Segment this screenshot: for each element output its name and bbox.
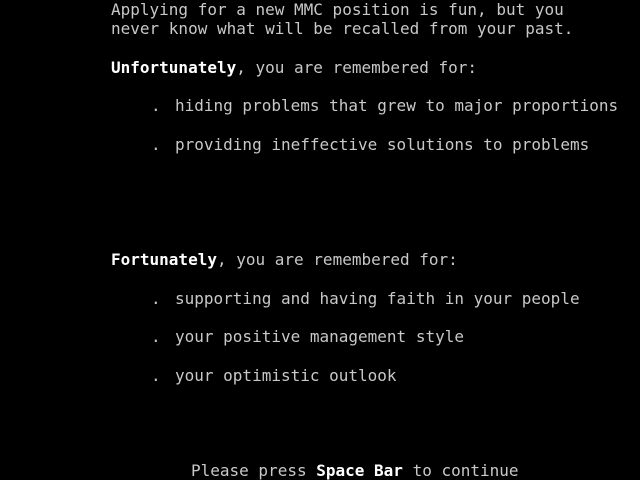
bullet-icon: . bbox=[151, 135, 161, 154]
continue-prompt-before: Please press bbox=[191, 461, 317, 480]
positive-heading-emphasis: Fortunately bbox=[111, 250, 217, 269]
negative-item-text: providing ineffective solutions to problems bbox=[175, 135, 590, 154]
negative-heading bbox=[111, 58, 477, 78]
positive-item-text: your positive management style bbox=[175, 327, 464, 346]
negative-heading-emphasis: Unfortunately bbox=[111, 58, 237, 77]
negative-item-text: hiding problems that grew to major proportions bbox=[175, 96, 619, 115]
intro-line-1: Applying for a new MMC position is fun, but you bbox=[111, 0, 564, 19]
space-bar-key: Space Bar bbox=[316, 461, 403, 480]
intro-line-2: never know what will be recalled from your past. bbox=[111, 19, 574, 38]
bullet-icon: . bbox=[151, 366, 161, 385]
negative-heading-rest: , you are remembered for: bbox=[236, 58, 478, 77]
continue-prompt[interactable] bbox=[191, 461, 519, 480]
bullet-icon: . bbox=[151, 96, 161, 115]
continue-prompt-after: to continue bbox=[402, 461, 519, 480]
positive-heading-rest: , you are remembered for: bbox=[216, 250, 458, 269]
positive-heading bbox=[111, 250, 458, 270]
bullet-icon: . bbox=[151, 289, 161, 308]
bullet-icon: . bbox=[151, 327, 161, 346]
positive-item-text: your optimistic outlook bbox=[175, 366, 397, 385]
positive-item-text: supporting and having faith in your people bbox=[175, 289, 580, 308]
